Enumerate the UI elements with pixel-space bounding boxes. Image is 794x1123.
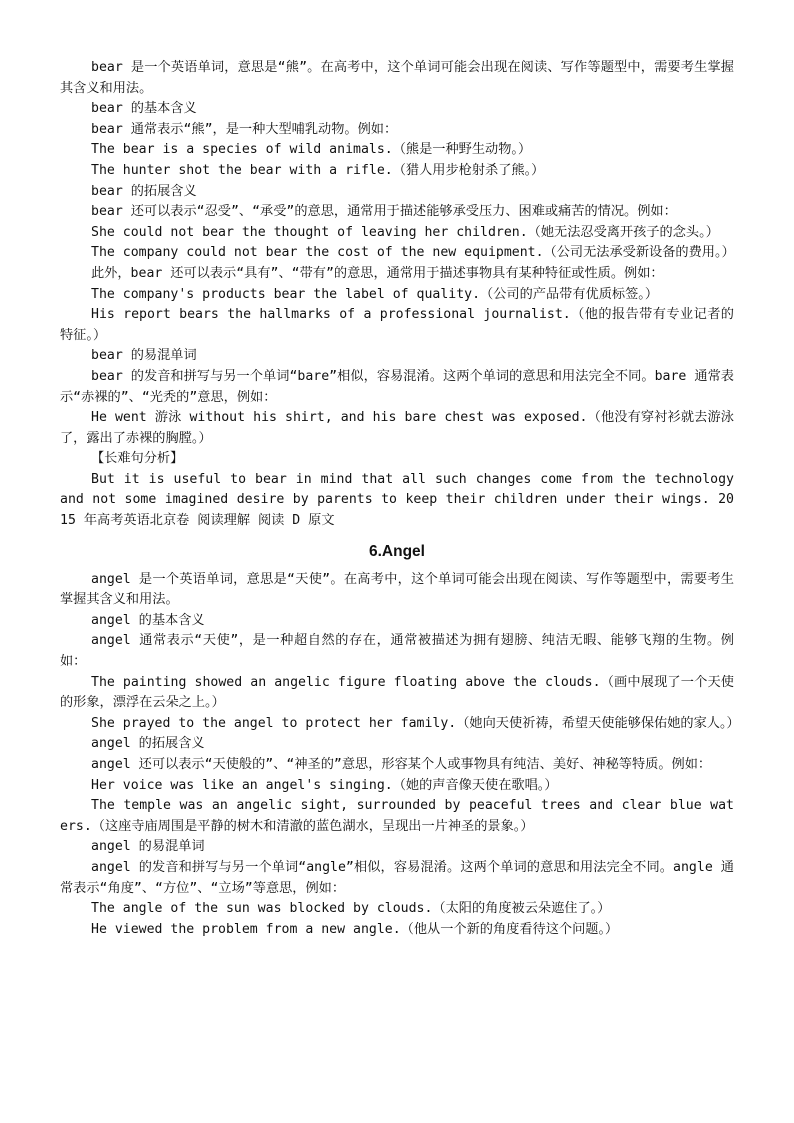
angel-example: The angle of the sun was blocked by clouds.（太阳的角度被云朵遮住了。）	[91, 901, 611, 917]
angel-example: She prayed to the angel to protect her family.（她向天使祈祷，希望天使能够保佑她的家人。）	[91, 715, 740, 731]
bear-intro: bear 是一个英语单词，意思是“熊”。在高考中，这个单词可能会出现在阅读、写作等题型中，需要考生掌握其含义和用法。	[60, 60, 734, 96]
angel-basic-desc: angel 通常表示“天使”，是一种超自然的存在，通常被描述为拥有翅膀、纯洁无暇、能够飞翔的生物。例如：	[60, 633, 734, 670]
bear-example: He went 游泳 without his shirt, and his bare chest was exposed.（他没有穿衬衫就去游泳了，露出了赤裸的胸膛。）	[60, 410, 734, 446]
section-title-angel: 6.Angel	[369, 542, 425, 560]
angel-confuse-desc: angel 的发音和拼写与另一个单词“angle”相似，容易混淆。这两个单词的意思和用法完全不同。angle 通常表示“角度”、“方位”、“立场”等意思，例如：	[60, 859, 734, 896]
bear-ext-desc-2: 此外，bear 还可以表示“具有”、“带有”的意思，通常用于描述事物具有某种特征或性质。例如：	[91, 265, 664, 281]
document-page	[60, 58, 740, 940]
bear-example: The bear is a species of wild animals.（熊是一种野生动物。）	[91, 142, 532, 158]
bear-ext-desc: bear 还可以表示“忍受”、“承受”的意思，通常用于描述能够承受压力、困难或痛苦的情况。例如：	[91, 204, 677, 220]
angel-example: He viewed the problem from a new angle.（他从一个新的角度看待这个问题。）	[91, 921, 619, 937]
hard-sentence-heading: 【长难句分析】	[91, 451, 184, 467]
bear-example: The hunter shot the bear with a rifle.（猎人用步枪射杀了熊。）	[91, 162, 545, 178]
bear-example: His report bears the hallmarks of a professional journalist.（他的报告带有专业记者的特征。）	[60, 307, 734, 343]
bear-example: She could not bear the thought of leaving her children.（她无法忍受离开孩子的念头。）	[91, 224, 719, 240]
bear-basic-heading: bear 的基本含义	[91, 101, 197, 117]
bear-example: The company's products bear the label of quality.（公司的产品带有优质标签。）	[91, 286, 659, 302]
hard-sentence: But it is useful to bear in mind that all such changes come from the technology and not some imagined desire by parents to keep their children under their wings. 2015 年高考英语北京卷 阅读理解 阅读 D 原文	[60, 471, 734, 529]
angel-basic-heading: angel 的基本含义	[91, 612, 205, 628]
angel-intro: angel 是一个英语单词，意思是“天使”。在高考中，这个单词可能会出现在阅读、写作等题型中，需要考生掌握其含义和用法。	[60, 571, 734, 608]
bear-confuse-desc: bear 的发音和拼写与另一个单词“bare”相似，容易混淆。这两个单词的意思和用法完全不同。bare 通常表示“赤裸的”、“光秃的”意思，例如：	[60, 368, 734, 405]
bear-basic-desc: bear 通常表示“熊”，是一种大型哺乳动物。例如：	[91, 121, 398, 137]
angel-example: Her voice was like an angel's singing.（她的声音像天使在歌唱。）	[91, 777, 558, 793]
bear-example: The company could not bear the cost of the new equipment.（公司无法承受新设备的费用。）	[91, 245, 735, 261]
angel-ext-heading: angel 的拓展含义	[91, 736, 205, 752]
angel-example: The temple was an angelic sight, surrounded by peaceful trees and clear blue waters.（这座寺庙周围是平静的树木和清澈的蓝色湖水，呈现出一片神圣的景象。）	[60, 798, 734, 834]
bear-confuse-heading: bear 的易混单词	[91, 348, 197, 364]
angel-example: The painting showed an angelic figure floating above the clouds.（画中展现了一个天使的形象，漂浮在云朵之上。）	[60, 674, 734, 711]
bear-ext-heading: bear 的拓展含义	[91, 183, 197, 199]
angel-ext-desc: angel 还可以表示“天使般的”、“神圣的”意思，形容某个人或事物具有纯洁、美好、神秘等特质。例如：	[91, 757, 712, 772]
angel-confuse-heading: angel 的易混单词	[91, 839, 205, 855]
